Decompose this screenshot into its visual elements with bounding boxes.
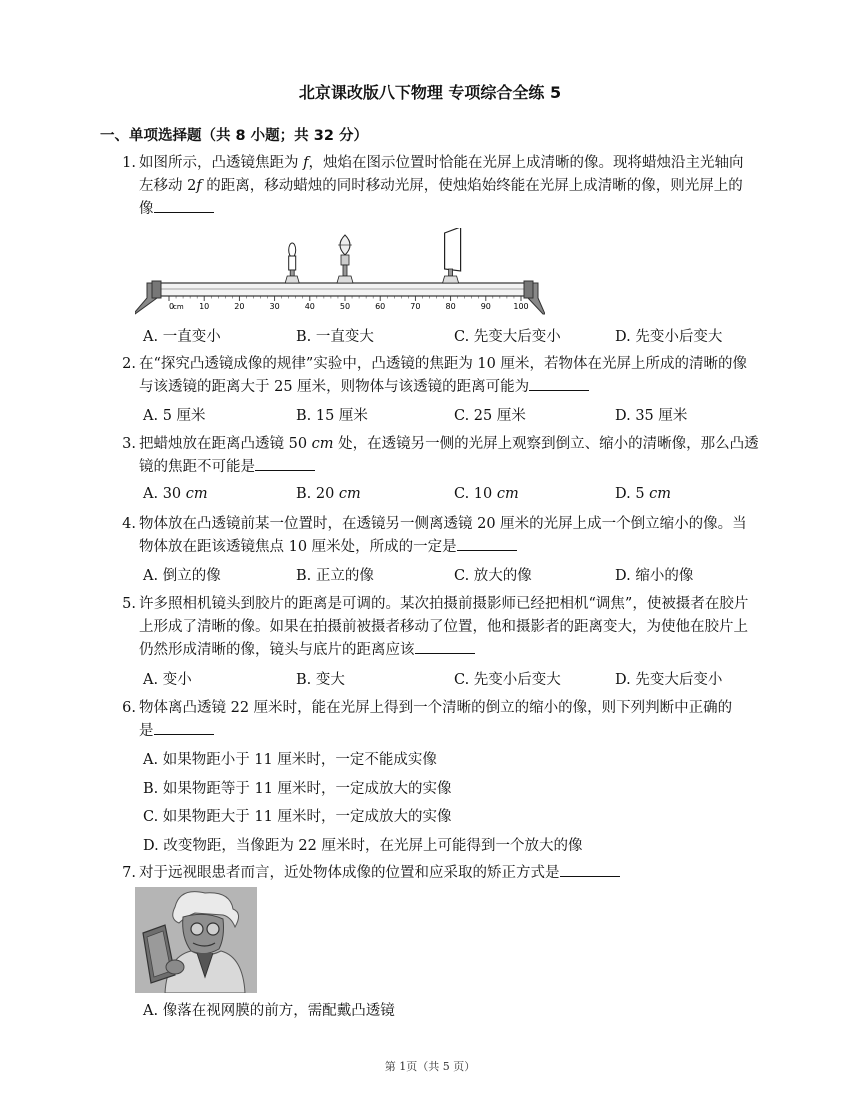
tick-label: 70 (410, 302, 421, 311)
options-q5 (143, 668, 763, 690)
option-c[interactable]: C. 先变大后变小 (454, 329, 561, 345)
question-text-line: 上形成了清晰的像。如果在拍摄前被摄者移动了位置，他和摄影者的距离变大，为使他在胶片上 (139, 619, 748, 635)
tick-label: 40 (304, 302, 315, 311)
question-text-line: 左移动 2𝑓 的距离，移动蜡烛的同时移动光屏，使烛焰始终能在光屏上成清晰的像，则光屏上的 (139, 178, 743, 194)
option-d[interactable]: D. 5 𝑐𝑚 (615, 486, 672, 502)
option-c[interactable]: C. 25 厘米 (454, 408, 526, 424)
question-text-line: 把蜡烛放在距离凸透镜 50 𝑐𝑚 处，在透镜另一侧的光屏上观察到倒立、缩小的清晰像，那么凸透 (139, 436, 759, 452)
option-b[interactable]: B. 15 厘米 (296, 408, 368, 424)
options-q2 (143, 404, 763, 426)
candle (285, 243, 299, 283)
question-text-line: 物体离凸透镜 22 厘米时，能在光屏上得到一个清晰的倒立的缩小的像，则下列判断中正确的 (139, 700, 733, 716)
question-text-line: 物体放在距该透镜焦点 10 厘米处，所成的一定是 (139, 539, 457, 555)
lens-base (337, 276, 353, 283)
option-a[interactable]: A. 如果物距小于 11 厘米时，一定不能成实像 (143, 752, 437, 768)
answer-blank (154, 198, 214, 213)
option-a[interactable]: A. 变小 (143, 672, 192, 688)
option-d[interactable]: D. 先变大后变小 (615, 672, 723, 688)
old-man-reading-illustration (135, 887, 257, 993)
question-5 (118, 593, 763, 662)
question-text-line: 仍然形成清晰的像，镜头与底片的距离应该 (139, 642, 415, 658)
glasses-right (207, 923, 219, 935)
hand (166, 960, 184, 974)
question-number: 5. (122, 596, 136, 612)
options-q1 (143, 325, 763, 347)
question-text-line: 如图所示，凸透镜焦距为 𝑓，烛焰在图示位置时恰能在光屏上成清晰的像。现将蜡烛沿主光轴向 (139, 155, 744, 171)
candle-base (285, 276, 299, 283)
lens-holder (341, 255, 349, 265)
question-6 (118, 697, 763, 743)
farsighted-person-image (135, 887, 257, 993)
tick-label: 0 (169, 302, 175, 311)
right-end-block (524, 281, 533, 298)
tick-label: 20 (234, 302, 245, 311)
options-q4 (143, 564, 763, 586)
tick-label: 10 (199, 302, 210, 311)
page-footer: 第 1页（共 5 页） (384, 1060, 476, 1073)
question-number: 3. (122, 436, 136, 452)
question-text-line: 像 (139, 201, 154, 217)
question-2 (118, 353, 763, 399)
tick-label: 80 (445, 302, 456, 311)
answer-blank (415, 639, 475, 654)
tick-label: 100 (513, 302, 529, 311)
option-a[interactable]: A. 5 厘米 (143, 408, 206, 424)
answer-blank (154, 720, 214, 735)
answer-blank (255, 456, 315, 471)
answer-blank (560, 862, 620, 877)
question-text-line: 物体放在凸透镜前某一位置时，在透镜另一侧离透镜 20 厘米的光屏上成一个倒立缩小的像。当 (139, 516, 747, 532)
option-b[interactable]: B. 如果物距等于 11 厘米时，一定成放大的实像 (143, 781, 452, 797)
question-7 (118, 862, 763, 885)
option-b[interactable]: B. 20 𝑐𝑚 (296, 486, 361, 502)
option-a[interactable]: A. 像落在视网膜的前方，需配戴凸透镜 (143, 1003, 395, 1019)
option-c[interactable]: C. 放大的像 (454, 568, 532, 584)
screen-stand (449, 269, 453, 276)
options-q3 (143, 486, 763, 508)
ruler-ticks (169, 296, 521, 301)
ruler-unit-label: cm (173, 303, 184, 311)
question-4 (118, 513, 763, 559)
page-title: 北京课改版八下物理 专项综合全练 5 (298, 83, 562, 102)
bench-rail (155, 283, 530, 296)
screen-panel (445, 228, 461, 271)
ruler-tick-labels (169, 302, 529, 311)
lens-stand (343, 265, 347, 276)
light-screen (443, 228, 461, 283)
option-d[interactable]: D. 35 厘米 (615, 408, 688, 424)
option-a[interactable]: A. 30 𝑐𝑚 (143, 486, 208, 502)
option-b[interactable]: B. 变大 (296, 672, 345, 688)
option-b[interactable]: B. 一直变大 (296, 329, 374, 345)
question-text-line: 是 (139, 723, 154, 739)
option-c[interactable]: C. 先变小后变大 (454, 672, 561, 688)
face (183, 914, 224, 953)
tick-label: 90 (480, 302, 491, 311)
candle-body (289, 256, 296, 270)
tick-label: 60 (375, 302, 386, 311)
candle-flame (289, 243, 296, 257)
question-number: 4. (122, 516, 136, 532)
tick-label: 30 (269, 302, 280, 311)
glasses-left (191, 923, 203, 935)
convex-lens (337, 235, 353, 283)
option-a[interactable]: A. 倒立的像 (143, 568, 221, 584)
section-heading: 一、单项选择题（共 8 小题；共 32 分） (100, 128, 368, 144)
tick-label: 50 (339, 302, 351, 311)
question-number: 1. (122, 155, 136, 171)
screen-base (443, 276, 459, 283)
optical-bench-figure (135, 228, 545, 318)
left-end-block (152, 281, 161, 298)
option-d[interactable]: D. 改变物距，当像距为 22 厘米时，在光屏上可能得到一个放大的像 (143, 838, 583, 854)
option-a[interactable]: A. 一直变小 (143, 329, 221, 345)
question-text-line: 对于远视眼患者而言，近处物体成像的位置和应采取的矫正方式是 (139, 865, 560, 881)
question-text-line: 在“探究凸透镜成像的规律”实验中，凸透镜的焦距为 10 厘米，若物体在光屏上所成的清晰的像 (139, 356, 747, 372)
candle-stand (290, 270, 294, 276)
question-1 (118, 152, 763, 221)
question-number: 7. (122, 865, 136, 881)
option-b[interactable]: B. 正立的像 (296, 568, 374, 584)
question-3 (118, 433, 763, 479)
option-d[interactable]: D. 先变小后变大 (615, 329, 723, 345)
question-number: 6. (122, 700, 136, 716)
question-number: 2. (122, 356, 136, 372)
option-c[interactable]: C. 10 𝑐𝑚 (454, 486, 519, 502)
answer-blank (457, 536, 517, 551)
question-text-line: 镜的焦距不可能是 (139, 459, 255, 475)
question-text-line: 许多照相机镜头到胶片的距离是可调的。某次拍摄前摄影师已经把相机“调焦”，使被摄者在胶片 (139, 596, 749, 612)
answer-blank (529, 376, 589, 391)
option-c[interactable]: C. 如果物距大于 11 厘米时，一定成放大的实像 (143, 809, 452, 825)
option-d[interactable]: D. 缩小的像 (615, 568, 694, 584)
question-text-line: 与该透镜的距离大于 25 厘米，则物体与该透镜的距离可能为 (139, 379, 530, 395)
